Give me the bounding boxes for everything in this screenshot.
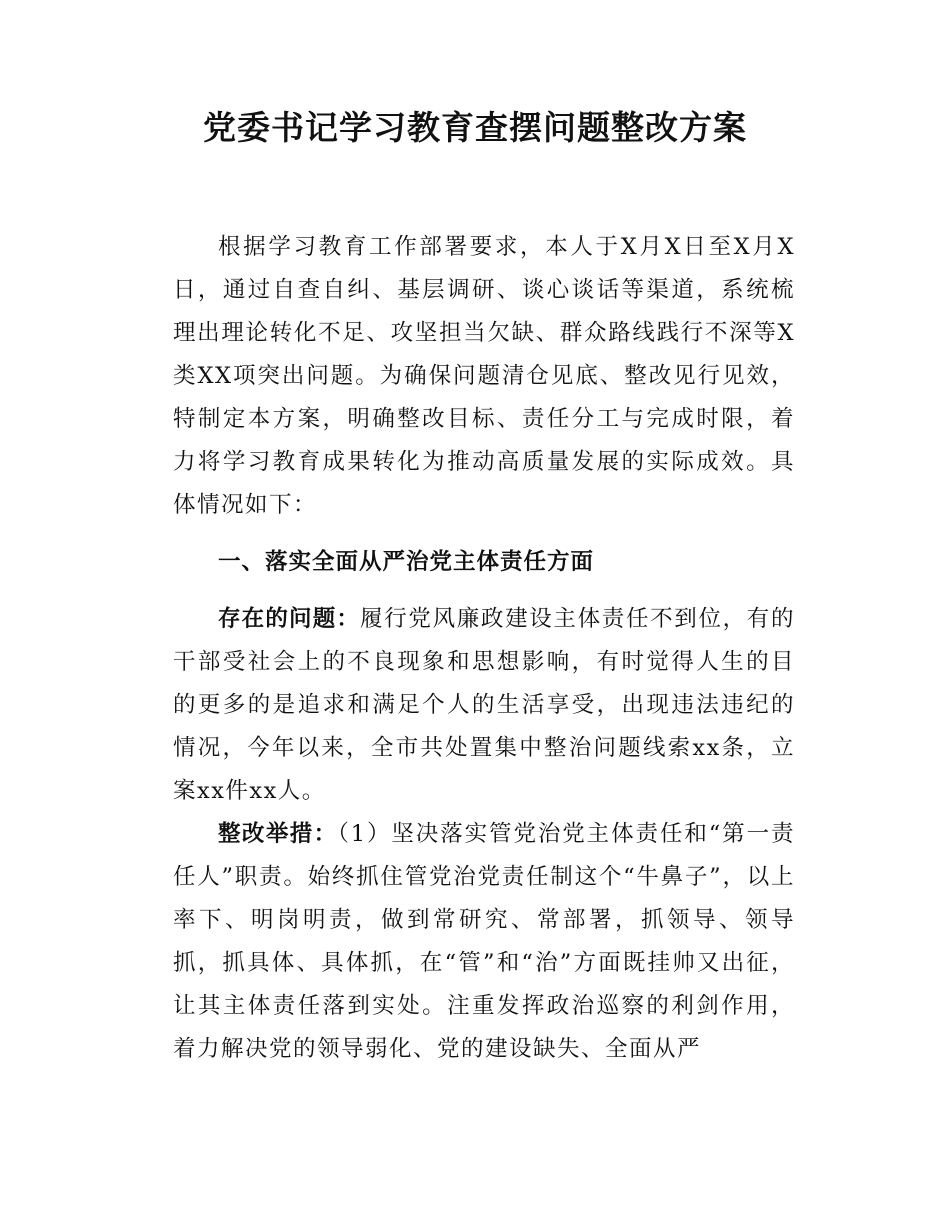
measures-text: （1）坚决落实管党治党主体责任和“第一责任人”职责。始终抓住管党治党责任制这个“牛鼻子”，以上率下、明岗明责，做到常研究、常部署，抓领导、领导抓，抓具体、具体抓，在“管”和“治”方面既挂帅又出征，让其主体责任落到实处。注重发挥政治巡察的利剑作用，着力解决党的领导弱化、党的建设缺失、全面从严 [173,821,795,1062]
problem-label: 存在的问题： [218,606,361,632]
document-title: 党委书记学习教育查摆问题整改方案 [203,108,747,147]
intro-paragraph: 根据学习教育工作部署要求，本人于X月X日至X月X日，通过自查自纠、基层调研、谈心谈话等渠道，系统梳理出理论转化不足、攻坚担当欠缺、群众路线践行不深等X类XX项突出问题。为确保问题清仓见底、整改见行见效，特制定本方案，明确整改目标、责任分工与完成时限，着力将学习教育成果转化为推动高质量发展的实际成效。具体情况如下： [173,234,795,518]
section-heading: 一、落实全面从严治党主体责任方面 [218,549,595,575]
problem-text: 履行党风廉政建设主体责任不到位，有的干部受社会上的不良现象和思想影响，有时觉得人生的目的更多的是追求和满足个人的生活享受，出现违法违纪的情况，今年以来，全市共处置集中整治问题线索xx条，立案xx件xx人。 [173,606,795,804]
measures-label: 整改举措： [218,821,338,847]
problem-paragraph [173,598,795,813]
measures-paragraph [173,813,795,1071]
document-body [173,226,795,1071]
